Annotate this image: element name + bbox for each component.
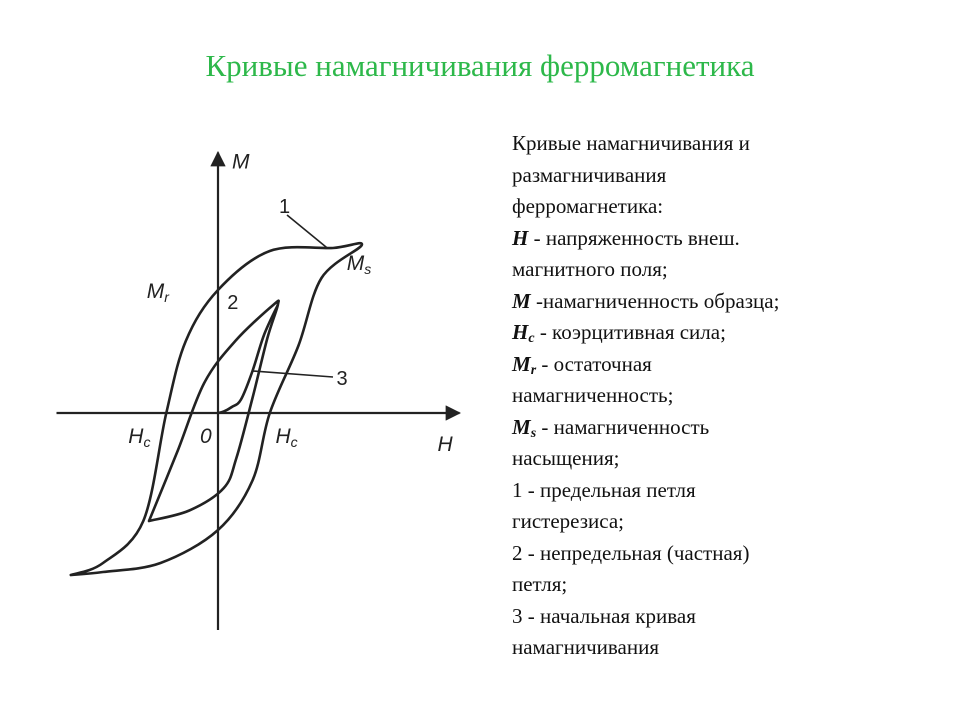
caption-line: H - напряженность внеш. (512, 225, 740, 250)
caption-line: ферромагнетика: (512, 194, 664, 218)
caption-line: размагничивания (512, 162, 667, 187)
initial-curve-curve (218, 305, 278, 413)
figure-caption (512, 128, 942, 664)
caption-line: насыщения; (512, 446, 620, 470)
caption-line: намагничивания (512, 635, 660, 659)
hc-right-label: Hc (275, 425, 298, 450)
caption-subscript: r (530, 362, 537, 378)
caption-line: M -намагниченность образца; (512, 288, 780, 313)
curve3-label: 3 (336, 368, 348, 390)
curve1-label: 1 (278, 196, 291, 218)
caption-symbol: H (512, 320, 529, 344)
slide-title: Кривые намагничивания ферромагнетика (205, 48, 755, 83)
caption-line: намагниченность; (512, 383, 674, 407)
caption-symbol: M (512, 288, 531, 313)
caption-line: магнитного поля; (512, 257, 668, 281)
mr-label: Mr (146, 280, 169, 305)
caption-line: $M_s$ - намагниченность (512, 414, 710, 441)
caption-line: петля; (512, 572, 568, 596)
limit-loop-curve (71, 243, 362, 575)
hysteresis-chart (30, 130, 480, 630)
caption-line: 3 - начальная кривая (512, 603, 696, 628)
h-axis-label: H (437, 433, 453, 456)
caption-line: $H_c$ - коэрцитивная сила; (512, 320, 726, 346)
caption-symbol: M (512, 351, 531, 376)
curve1-leader (287, 215, 327, 248)
curve3-leader (253, 371, 334, 377)
hysteresis-figure (30, 130, 480, 630)
m-axis-label: M (232, 150, 250, 174)
curve2-label: 2 (227, 292, 239, 314)
caption-subscript: s (530, 425, 537, 441)
caption-line: 2 - непредельная (частная) (512, 540, 750, 565)
origin-label: 0 (200, 425, 212, 448)
caption-line: Кривые намагничивания и (512, 131, 750, 155)
caption-line: 1 - предельная петля (512, 477, 696, 502)
caption-subscript: c (528, 331, 535, 346)
caption-symbol: H (512, 225, 529, 250)
caption-symbol: M (512, 414, 531, 439)
minor-loop-curve (149, 301, 279, 521)
hc-left-label: Hc (128, 425, 151, 450)
ms-label: Ms (346, 252, 372, 277)
caption-line: $M_r$ - остаточная (512, 351, 652, 378)
caption-line: гистерезиса; (512, 509, 625, 533)
